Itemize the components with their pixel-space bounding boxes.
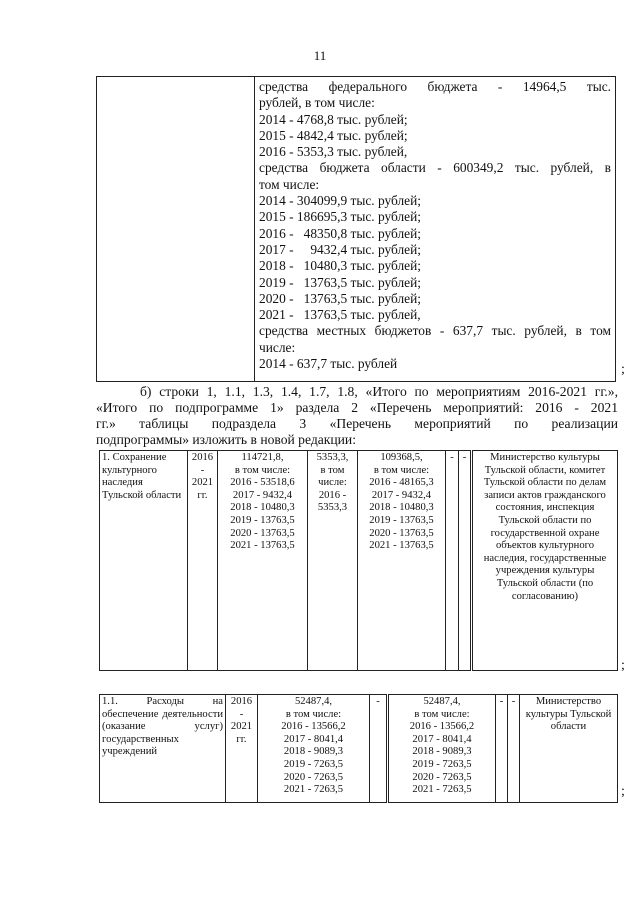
funding-line: 2018 - 10480,3 тыс. рублей; <box>259 258 422 274</box>
funding-line: 2014 - 637,7 тыс. рублей <box>259 356 398 372</box>
federal-budget-cell: - <box>370 695 388 803</box>
period-cell: 2016 - 2021 гг. <box>226 695 258 803</box>
amendment-paragraph <box>96 384 618 448</box>
funding-line: 2016 - 48350,8 тыс. рублей; <box>259 225 422 241</box>
empty-label-cell <box>97 77 255 381</box>
measure-name-cell: 1. Сохранение культурного наследия Тульской области <box>100 451 188 671</box>
paragraph-line: подпрограммы» изложить в новой редакции: <box>96 432 356 447</box>
federal-budget-cell: 5353,3, в том числе: 2016 - 5353,3 <box>308 451 358 671</box>
semicolon-mark: ; <box>621 362 625 377</box>
regional-budget-cell: 52487,4, в том числе: 2016 - 13566,2 2017 - 8041,4 2018 - 9089,3 2019 - 7263,5 2020 - 7263,5 2021 - 7263,5 <box>388 695 496 803</box>
funding-line: 2014 - 304099,9 тыс. рублей; <box>259 193 422 209</box>
paragraph-line: «Итого по подпрограмме 1» раздела 2 «Перечень мероприятий: 2016 - 2021 <box>96 400 618 415</box>
semicolon-mark: ; <box>621 784 625 799</box>
semicolon-mark: ; <box>621 658 625 673</box>
total-cell: 52487,4, в том числе: 2016 - 13566,2 2017 - 8041,4 2018 - 9089,3 2019 - 7263,5 2020 - 7263,5 2021 - 7263,5 <box>258 695 370 803</box>
funding-line: 2015 - 4842,4 тыс. рублей; <box>259 127 408 143</box>
other-sources-cell: - <box>459 451 472 671</box>
funding-line: 2020 - 13763,5 тыс. рублей; <box>259 290 422 306</box>
measures-table-row-1 <box>99 450 618 671</box>
funding-line: средства бюджета области - 600349,2 тыс. рублей, в <box>259 160 611 176</box>
funding-line: рублей, в том числе: <box>259 95 375 111</box>
local-budget-cell: - <box>496 695 508 803</box>
executor-cell: Министерство культуры Тульской области, комитет Тульской области по делам записи актов гражданского состояния, инспекция Тульской области по государственной охране объектов культурного наследия, государственные учреждения культуры Тульской области (по согласованию) <box>472 451 618 671</box>
paragraph-line: гг.» таблицы подраздела 3 «Перечень мероприятий по реализации <box>96 416 618 431</box>
funding-line: 2017 - 9432,4 тыс. рублей; <box>259 241 422 257</box>
total-cell: 114721,8, в том числе: 2016 - 53518,6 2017 - 9432,4 2018 - 10480,3 2019 - 13763,5 2020 - 13763,5 2021 - 13763,5 <box>218 451 308 671</box>
funding-table-continuation <box>96 76 616 382</box>
regional-budget-cell: 109368,5, в том числе: 2016 - 48165,3 2017 - 9432,4 2018 - 10480,3 2019 - 13763,5 2020 - 13763,5 2021 - 13763,5 <box>358 451 446 671</box>
page-number: 11 <box>313 48 327 63</box>
funding-text <box>259 79 611 372</box>
funding-line: числе: <box>259 339 296 355</box>
funding-line: 2016 - 5353,3 тыс. рублей, <box>259 144 408 160</box>
funding-line: 2014 - 4768,8 тыс. рублей; <box>259 111 408 127</box>
funding-line: 2019 - 13763,5 тыс. рублей; <box>259 274 422 290</box>
funding-line: средства федерального бюджета - 14964,5 тыс. <box>259 79 611 94</box>
funding-line: 2021 - 13763,5 тыс. рублей, <box>259 307 421 323</box>
funding-line: 2015 - 186695,3 тыс. рублей; <box>259 209 422 225</box>
period-cell: 2016 - 2021 гг. <box>188 451 218 671</box>
measures-table-row-1-1 <box>99 694 618 803</box>
local-budget-cell: - <box>446 451 459 671</box>
paragraph-line: б) строки 1, 1.1, 1.3, 1.4, 1.7, 1.8, «Итого по мероприятиям 2016-2021 гг.», <box>140 384 618 399</box>
funding-line: том числе: <box>259 176 320 192</box>
executor-cell: Министерство культуры Тульской области <box>520 695 618 803</box>
funding-line: средства местных бюджетов - 637,7 тыс. рублей, в том <box>259 323 611 339</box>
other-sources-cell: - <box>508 695 520 803</box>
measure-name-cell: 1.1. Расходы на обеспечение деятельности (оказание услуг) государственных учреждений <box>100 695 226 803</box>
